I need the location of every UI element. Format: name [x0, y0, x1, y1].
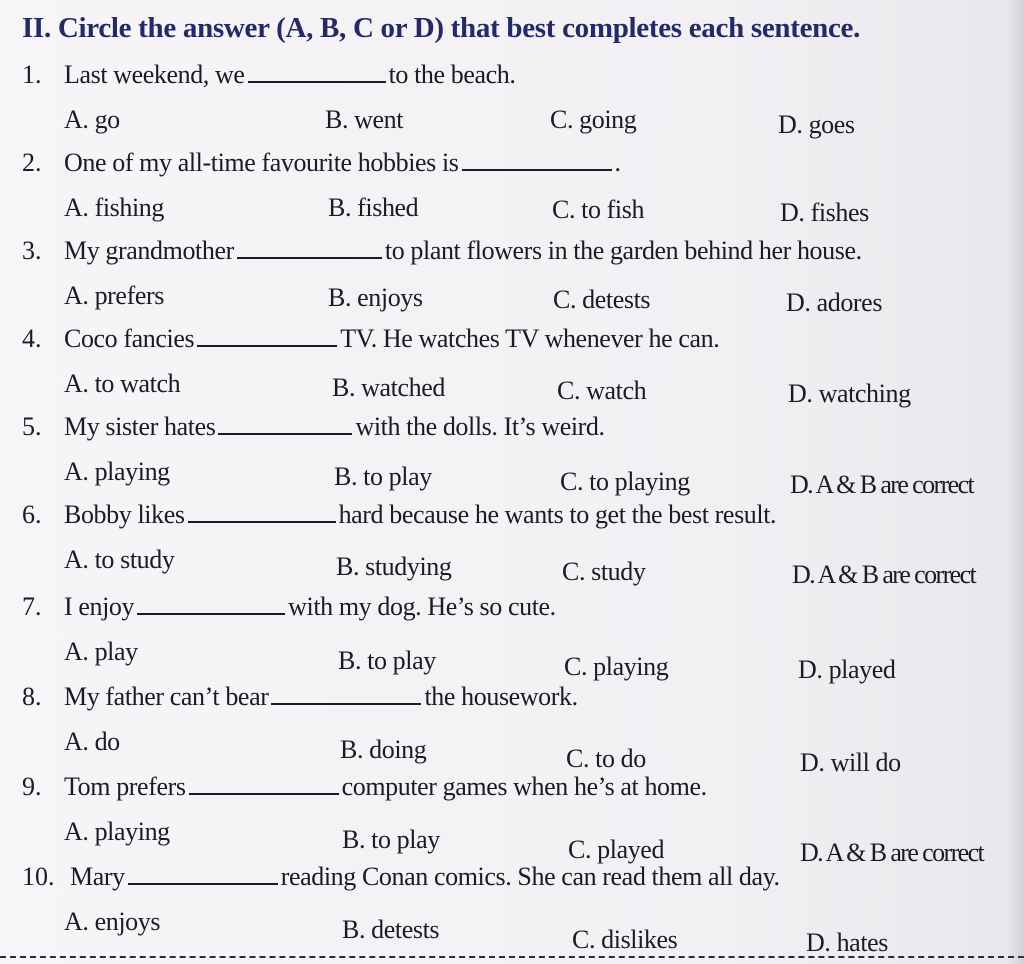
answer-blank — [189, 775, 339, 795]
option-c[interactable]: C. going — [550, 105, 637, 134]
option-b[interactable]: B. enjoys — [328, 283, 423, 312]
answer-blank — [248, 63, 386, 83]
question-stem — [64, 324, 719, 354]
question-stem — [64, 682, 578, 712]
option-b[interactable]: B. doing — [340, 735, 427, 764]
question-number: 1. — [22, 60, 42, 89]
question-10 — [0, 862, 1024, 957]
option-a[interactable]: A. prefers — [64, 281, 164, 310]
question-2 — [0, 148, 1024, 236]
stem-after: TV. He watches TV whenever he can. — [340, 324, 720, 353]
option-d[interactable]: D. A & B are correct — [792, 560, 976, 589]
question-7 — [0, 592, 1024, 684]
question-stem — [64, 236, 862, 266]
question-8 — [0, 682, 1024, 777]
question-5 — [0, 412, 1024, 500]
stem-after: the housework. — [424, 682, 578, 711]
question-9 — [0, 772, 1024, 867]
stem-before: Coco fancies — [64, 324, 195, 353]
question-stem — [64, 592, 556, 622]
answer-blank — [271, 685, 421, 705]
question-number: 2. — [22, 148, 42, 177]
option-b[interactable]: B. to play — [342, 825, 440, 854]
question-4 — [0, 324, 1024, 412]
option-c[interactable]: C. dislikes — [572, 925, 678, 954]
stem-after: . — [614, 148, 621, 177]
question-number: 9. — [22, 772, 42, 801]
stem-before: My sister hates — [64, 412, 216, 441]
stem-before: My father can’t bear — [64, 682, 269, 711]
question-stem — [64, 60, 516, 90]
question-number: 4. — [22, 324, 42, 353]
answer-blank — [137, 595, 285, 615]
option-d[interactable]: D. goes — [778, 110, 855, 139]
stem-before: Tom prefers — [64, 772, 186, 801]
question-number: 3. — [22, 236, 42, 265]
option-c[interactable]: C. to playing — [560, 467, 690, 496]
option-a[interactable]: A. play — [64, 637, 138, 666]
option-d[interactable]: D. adores — [786, 288, 883, 317]
question-number: 7. — [22, 592, 42, 621]
answer-blank — [128, 865, 278, 885]
option-a[interactable]: A. enjoys — [64, 907, 161, 936]
option-d[interactable]: D. watching — [788, 379, 911, 408]
page-edge-shadow — [1006, 0, 1024, 964]
option-b[interactable]: B. studying — [336, 552, 452, 581]
option-a[interactable]: A. fishing — [64, 193, 165, 222]
option-c[interactable]: C. played — [568, 835, 665, 864]
option-d[interactable]: D. A & B are correct — [790, 470, 974, 499]
question-number: 6. — [22, 500, 42, 529]
answer-blank — [462, 151, 612, 171]
option-c[interactable]: C. detests — [553, 285, 651, 314]
option-c[interactable]: C. to do — [566, 744, 646, 773]
stem-before: One of my all-time favourite hobbies is — [64, 148, 459, 177]
stem-after: computer games when he’s at home. — [341, 772, 707, 801]
option-b[interactable]: B. detests — [342, 915, 440, 944]
stem-before: Bobby likes — [64, 500, 185, 529]
answer-blank — [237, 239, 382, 259]
question-1 — [0, 60, 1024, 148]
question-6 — [0, 500, 1024, 588]
option-a[interactable]: A. do — [64, 727, 120, 756]
option-a[interactable]: A. playing — [64, 817, 170, 846]
option-b[interactable]: B. to play — [334, 462, 432, 491]
option-d[interactable]: D. A & B are correct — [800, 838, 984, 867]
question-stem — [64, 772, 707, 802]
option-a[interactable]: A. to study — [64, 545, 175, 574]
option-c[interactable]: C. to fish — [552, 195, 645, 224]
question-stem — [64, 148, 621, 178]
option-d[interactable]: D. hates — [806, 928, 888, 957]
question-number: 8. — [22, 682, 42, 711]
question-number: 10. — [22, 862, 55, 891]
question-number: 5. — [22, 412, 42, 441]
question-stem — [70, 862, 780, 892]
option-d[interactable]: D. will do — [800, 748, 901, 777]
stem-after: to the beach. — [388, 60, 516, 89]
option-d[interactable]: D. played — [798, 655, 896, 684]
section-heading: II. Circle the answer (A, B, C or D) that best completes each sentence. — [22, 12, 861, 44]
dashed-divider — [0, 956, 1024, 958]
option-c[interactable]: C. study — [562, 557, 646, 586]
stem-after: with my dog. He’s so cute. — [288, 592, 556, 621]
question-3 — [0, 236, 1024, 324]
answer-blank — [197, 327, 337, 347]
option-b[interactable]: B. fished — [328, 193, 419, 222]
option-b[interactable]: B. watched — [332, 373, 445, 402]
answer-blank — [188, 503, 336, 523]
stem-after: hard because he wants to get the best result. — [338, 500, 777, 529]
option-d[interactable]: D. fishes — [780, 198, 869, 227]
stem-after: reading Conan comics. She can read them all day. — [280, 862, 780, 891]
option-c[interactable]: C. playing — [564, 652, 669, 681]
option-a[interactable]: A. playing — [64, 457, 170, 486]
option-b[interactable]: B. went — [325, 105, 404, 134]
stem-before: I enjoy — [64, 592, 135, 621]
question-stem — [64, 412, 605, 442]
stem-after: with the dolls. It’s weird. — [355, 412, 605, 441]
option-b[interactable]: B. to play — [338, 646, 436, 675]
stem-before: Mary — [70, 862, 125, 891]
answer-blank — [218, 415, 352, 435]
question-stem — [64, 500, 776, 530]
stem-before: My grandmother — [64, 236, 234, 265]
option-c[interactable]: C. watch — [557, 376, 647, 405]
stem-before: Last weekend, we — [64, 60, 245, 89]
option-a[interactable]: A. go — [64, 105, 120, 134]
option-a[interactable]: A. to watch — [64, 369, 181, 398]
stem-after: to plant flowers in the garden behind her house. — [384, 236, 862, 265]
